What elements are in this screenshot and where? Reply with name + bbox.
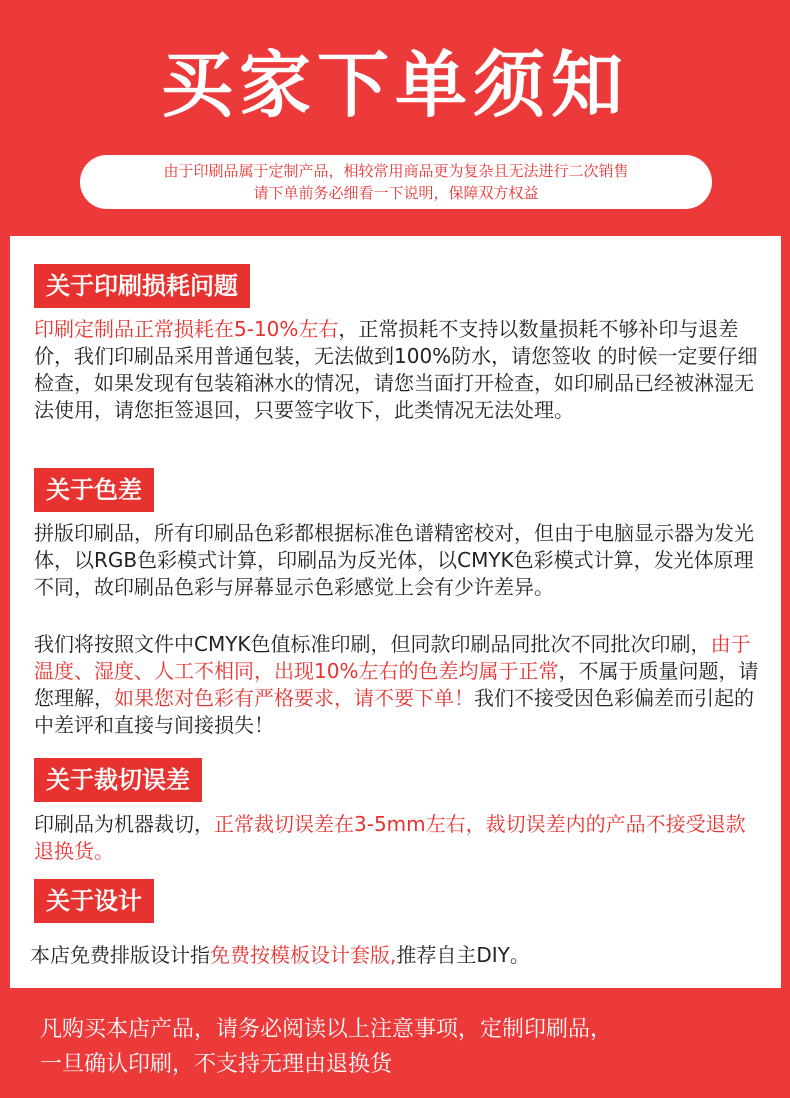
loss-highlight: 印刷定制品正常损耗在5-10%左右 [34,317,339,341]
design-highlight: 免费按模板设计套版, [210,943,397,967]
color-body-c: 我们不接受因色彩偏差而引起的中差评和直接与间接损失！ [34,686,754,737]
notice-line-2: 请下单前务必细看一下说明，保障双方权益 [253,184,539,202]
color-highlight-2: 如果您对色彩有严格要求，请不要下单！ [114,686,474,710]
section-heading-design: 关于设计 [34,879,154,923]
cutting-highlight: 正常裁切误差在3-5mm左右，裁切误差内的产品不接受退款退换货。 [34,812,746,863]
section-heading-cutting: 关于裁切误差 [34,758,202,802]
section-text-design [30,942,760,969]
notice-line-1: 由于印刷品属于定制产品，相较常用商品更为复杂且无法进行二次销售 [163,162,629,180]
color-body-b: ，不属于质量问题，请您理解， [34,659,759,710]
cutting-body: 印刷品为机器裁切， [34,812,214,836]
section-text-loss [34,316,764,424]
footer-line-1: 凡购买本店产品，请务必阅读以上注意事项，定制印刷品， [40,1017,613,1042]
content-panel [10,236,781,988]
loss-body: ，正常损耗不支持以数量损耗不够补印与退差价，我们印刷品采用普通包装，无法做到100%防水，请您签收 的时候一定要仔细检查，如果发现有包装箱淋水的情况，请您当面打开检查，如印刷品已经被淋湿无法使用，请您拒签退回，只要签字收下，此类情况无法处理。 [34,317,758,422]
page-title: 买家下单须知 [160,43,629,127]
section-text-color-2 [34,631,764,739]
notice-banner [80,155,712,209]
section-heading-loss: 关于印刷损耗问题 [34,264,250,308]
footer-notice [40,1012,760,1082]
color-highlight-1: 由于温度、湿度、人工不相同，出现10%左右的色差均属于正常 [34,632,751,683]
design-body-b: 推荐自主DIY。 [396,943,530,967]
section-heading-color: 关于色差 [34,468,154,512]
footer-line-2: 一旦确认印刷，不支持无理由退换货 [40,1052,393,1077]
color-body-a: 我们将按照文件中CMYK色值标准印刷，但同款印刷品同批次不同批次印刷， [34,632,711,656]
section-text-color-1: 拼版印刷品，所有印刷品色彩都根据标准色谱精密校对，但由于电脑显示器为发光体，以RGB色彩模式计算，印刷品为反光体，以CMYK色彩模式计算，发光体原理不同，故印刷品色彩与屏幕显示色彩感觉上会有少许差异。 [34,521,754,599]
design-body-a: 本店免费排版设计指 [30,943,210,967]
section-text-cutting [34,811,764,865]
